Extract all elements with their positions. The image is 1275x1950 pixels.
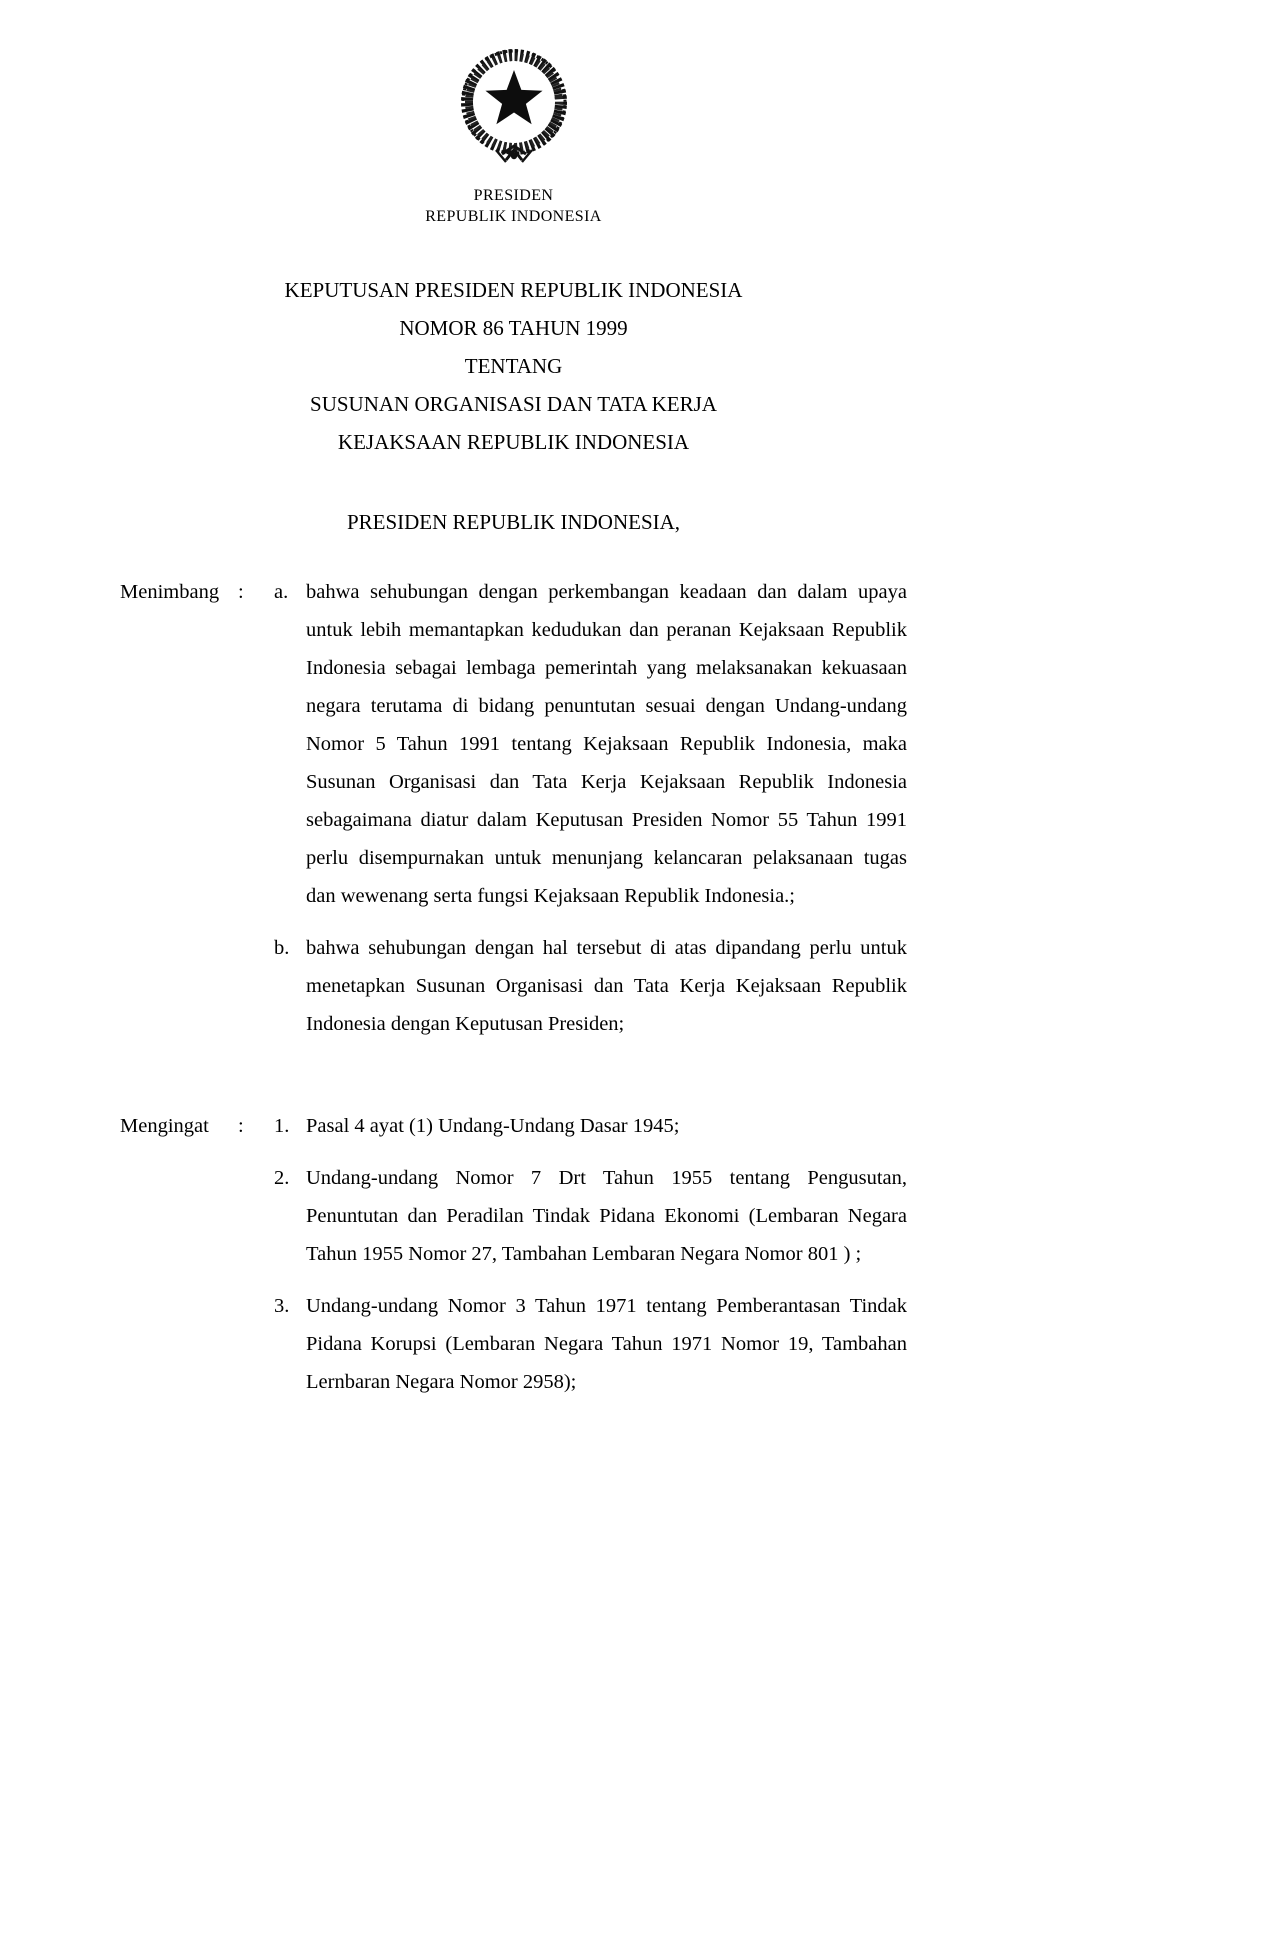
title-line-subject-2: KEJAKSAAN REPUBLIK INDONESIA [337, 430, 690, 454]
item-text: Pasal 4 ayat (1) Undang-Undang Dasar 1945; [306, 1115, 680, 1137]
item-text: Undang-undang Nomor 7 Drt Tahun 1955 tentang Pengusutan, Penuntutan dan Peradilan Tindak Pidana Ekonomi (Lembaran Negara Tahun 1955 Nomor 27, Tambahan Lembaran Negara Nomor 801 ) ; [306, 1167, 907, 1265]
section-label-menimbang: Menimbang [120, 581, 220, 603]
list-item [274, 1159, 907, 1273]
list-item [274, 929, 907, 1043]
title-line-tentang: TENTANG [464, 354, 563, 378]
list-item [274, 1107, 907, 1145]
section-label-mengingat: Mengingat [120, 1115, 209, 1137]
title-line-number: NOMOR 86 TAHUN 1999 [399, 316, 628, 340]
title-line-subject-1: SUSUNAN ORGANISASI DAN TATA KERJA [310, 392, 717, 416]
section-colon: : [238, 1115, 244, 1137]
title-line-decree: KEPUTUSAN PRESIDEN REPUBLIK INDONESIA [284, 278, 743, 302]
item-marker: 1. [274, 1115, 290, 1137]
seal-container [120, 42, 907, 179]
item-marker: 3. [274, 1295, 290, 1317]
item-text: bahwa sehubungan dengan perkembangan keadaan dan dalam upaya untuk lebih memantapkan kedudukan dan peranan Kejaksaan Republik Indonesia sebagai lembaga pemerintah yang melaksanakan kekuasaan negara terutama di bidang penuntutan sesuai dengan Undang-undang Nomor 5 Tahun 1991 tentang Kejaksaan Republik Indonesia, maka Susunan Organisasi dan Tata Kerja Kejaksaan Republik Indonesia sebagaimana diatur dalam Keputusan Presiden Nomor 55 Tahun 1991 perlu disempurnakan untuk menunjang kelancaran pelaksanaan tugas dan wewenang serta fungsi Kejaksaan Republik Indonesia.; [306, 581, 907, 907]
menimbang-items [274, 573, 907, 1043]
mengingat-items [274, 1107, 907, 1401]
document-content [120, 42, 907, 1401]
item-marker: b. [274, 937, 290, 959]
section-menimbang [120, 573, 907, 1043]
item-text: bahwa sehubungan dengan hal tersebut di atas dipandang perlu untuk menetapkan Susunan Organisasi dan Tata Kerja Kejaksaan Republik Indonesia dengan Keputusan Presiden; [306, 937, 907, 1035]
item-text: Undang-undang Nomor 3 Tahun 1971 tentang Pemberantasan Tindak Pidana Korupsi (Lembaran Negara Tahun 1971 Nomor 19, Tambahan Lernbaran Negara Nomor 2958); [306, 1295, 907, 1393]
section-mengingat [120, 1107, 907, 1401]
institution-line-1: PRESIDEN [473, 187, 554, 204]
institution-line-2: REPUBLIK INDONESIA [425, 208, 602, 225]
decree-title [120, 271, 907, 461]
letterhead [120, 42, 907, 227]
item-marker: a. [274, 581, 289, 603]
list-item [274, 1287, 907, 1401]
institution-name [120, 185, 907, 227]
salutation: PRESIDEN REPUBLIK INDONESIA, [346, 510, 681, 534]
list-item [274, 573, 907, 915]
section-colon: : [238, 581, 244, 603]
presidential-seal-icon [452, 42, 576, 179]
item-marker: 2. [274, 1167, 290, 1189]
